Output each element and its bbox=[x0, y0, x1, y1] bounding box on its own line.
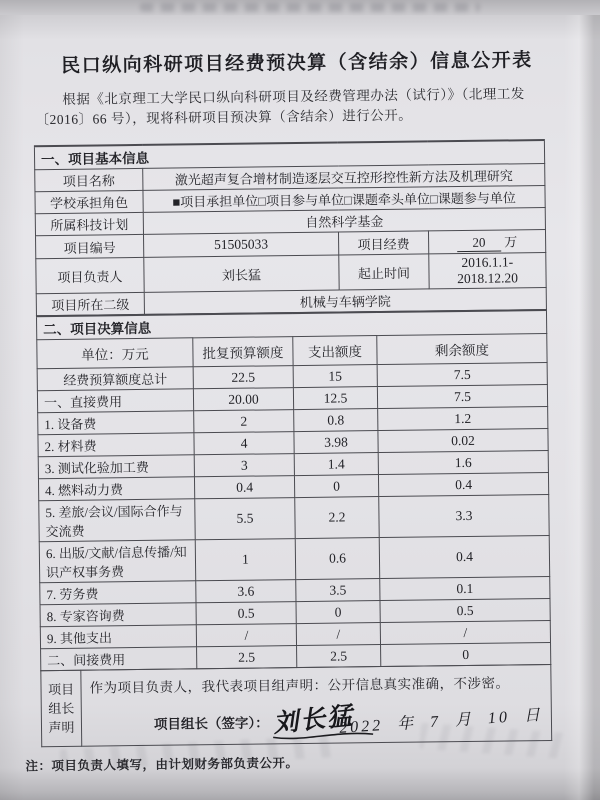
declaration-statement: 作为项目负责人，我代表项目组声明：公开信息真实准确，不涉密。 bbox=[89, 675, 510, 696]
budget-spent: 1.4 bbox=[294, 453, 378, 476]
project-name-value: 激光超声复合增材制造逐层交互控形控性新方法及机理研究 bbox=[143, 163, 545, 190]
declaration-label bbox=[41, 670, 82, 746]
unit-header: 单位：万元 bbox=[37, 338, 193, 369]
basic-info-table bbox=[34, 139, 547, 316]
budget-remaining: 0.4 bbox=[378, 472, 548, 496]
budget-row-name: 6. 出版/文献/信息传播/知识产权事务费 bbox=[39, 540, 195, 583]
budget-spent: 0 bbox=[294, 475, 378, 498]
funding-value bbox=[428, 229, 545, 253]
project-number-label: 项目编号 bbox=[36, 234, 144, 258]
period-label: 起止时间 bbox=[339, 254, 429, 290]
funding-unit: 万 bbox=[504, 234, 518, 250]
department-value: 机械与车辆学院 bbox=[144, 287, 546, 314]
declaration-label-line: 声明 bbox=[48, 719, 75, 736]
budget-approved: 1 bbox=[195, 539, 295, 581]
budget-table bbox=[36, 309, 551, 671]
paper-sheet bbox=[0, 8, 600, 774]
school-role-label: 学校承担角色 bbox=[35, 190, 143, 213]
budget-remaining: 7.5 bbox=[377, 384, 547, 408]
budget-row-name: 8. 专家咨询费 bbox=[40, 603, 196, 627]
section1-title: 一、项目基本信息 bbox=[34, 140, 544, 170]
budget-spent: 0.8 bbox=[294, 409, 378, 432]
budget-remaining: 0.1 bbox=[380, 576, 550, 600]
budget-spent: 0.6 bbox=[295, 538, 379, 580]
budget-approved: 3 bbox=[194, 454, 294, 477]
intro-paragraph: 根据《北京理工大学民口纵向科研项目及经费管理办法（试行）》（北理工发〔2016〕66 号），现将科研项目预决算（含结余）进行公开。 bbox=[35, 86, 525, 128]
budget-remaining: 0 bbox=[381, 642, 551, 666]
budget-row-name: 一、直接费用 bbox=[37, 389, 193, 413]
program-value: 自然科学基金 bbox=[143, 207, 545, 234]
budget-remaining: / bbox=[380, 620, 550, 644]
col-approved-header: 批复预算额度 bbox=[193, 337, 293, 367]
budget-remaining: 0.5 bbox=[380, 598, 550, 622]
pi-label: 项目负责人 bbox=[36, 257, 144, 293]
budget-remaining: 7.5 bbox=[377, 362, 547, 386]
project-name-label: 项目名称 bbox=[35, 168, 143, 191]
budget-row-name: 3. 测试化验加工费 bbox=[38, 455, 194, 479]
page-title: 民口纵向科研项目经费预决算（含结余）信息公开表 bbox=[61, 50, 533, 77]
col-spent-header: 支出额度 bbox=[293, 336, 377, 366]
table-row bbox=[39, 535, 549, 582]
budget-approved: / bbox=[196, 624, 296, 647]
funding-label: 项目经费 bbox=[338, 231, 428, 255]
period-value: 2016.1.1-2018.12.20 bbox=[429, 252, 546, 288]
budget-approved: 3.6 bbox=[196, 580, 296, 603]
budget-remaining: 1.2 bbox=[378, 406, 548, 430]
department-label: 项目所在二级 bbox=[36, 292, 144, 315]
budget-row-name: 5. 差旅/会议/国际合作与交流费 bbox=[39, 499, 195, 542]
handwritten-signature: 刘长猛 bbox=[271, 702, 356, 738]
budget-approved: 0.5 bbox=[196, 602, 296, 625]
budget-spent: 3.98 bbox=[294, 431, 378, 454]
budget-spent: 15 bbox=[293, 365, 377, 388]
project-number-value: 51505033 bbox=[143, 232, 338, 257]
budget-approved: 2 bbox=[194, 410, 294, 433]
budget-row-name: 4. 燃料动力费 bbox=[38, 477, 194, 501]
col-remaining-header: 剩余额度 bbox=[377, 333, 547, 364]
budget-spent: 2.5 bbox=[297, 645, 381, 668]
budget-spent: 3.5 bbox=[296, 579, 380, 602]
budget-approved: 0.4 bbox=[194, 476, 294, 499]
budget-approved: 5.5 bbox=[195, 498, 295, 540]
pi-value: 刘长猛 bbox=[144, 255, 339, 292]
budget-approved: 2.5 bbox=[197, 646, 297, 669]
handwritten-date: 2022 年 7 月 10 日 bbox=[338, 706, 544, 737]
budget-spent: 2.2 bbox=[295, 497, 379, 539]
section2-title: 二、项目决算信息 bbox=[36, 310, 546, 340]
table-row bbox=[39, 494, 549, 541]
footer-note: 注：项目负责人填写，由计划财务部负责公开。 bbox=[25, 756, 299, 774]
budget-row-name: 经费预算额度总计 bbox=[37, 367, 193, 391]
budget-row-name: 2. 材料费 bbox=[38, 433, 194, 457]
budget-row-name: 1. 设备费 bbox=[38, 411, 194, 435]
budget-approved: 22.5 bbox=[193, 366, 293, 389]
budget-spent: / bbox=[296, 623, 380, 646]
budget-remaining: 0.02 bbox=[378, 428, 548, 452]
budget-row-name: 9. 其他支出 bbox=[40, 625, 196, 649]
program-label: 所属科技计划 bbox=[35, 212, 143, 235]
school-role-value: ■项目承担单位□项目参与单位□课题牵头单位□课题参与单位 bbox=[143, 185, 545, 212]
budget-row-name: 7. 劳务费 bbox=[40, 581, 196, 605]
funding-amount: 20 bbox=[457, 235, 501, 253]
budget-row-name: 二、间接费用 bbox=[41, 647, 197, 671]
budget-spent: 0 bbox=[296, 601, 380, 624]
declaration-label-line: 组长 bbox=[48, 700, 75, 717]
budget-approved: 20.00 bbox=[193, 388, 293, 411]
signature-area bbox=[271, 702, 356, 738]
budget-remaining: 3.3 bbox=[379, 494, 549, 537]
budget-remaining: 0.4 bbox=[379, 535, 549, 578]
budget-spent: 12.5 bbox=[293, 387, 377, 410]
budget-remaining: 1.6 bbox=[378, 450, 548, 474]
budget-approved: 4 bbox=[194, 432, 294, 455]
declaration-label-line: 项目 bbox=[47, 681, 75, 698]
signature-label: 项目组长（签字）： bbox=[153, 715, 269, 732]
